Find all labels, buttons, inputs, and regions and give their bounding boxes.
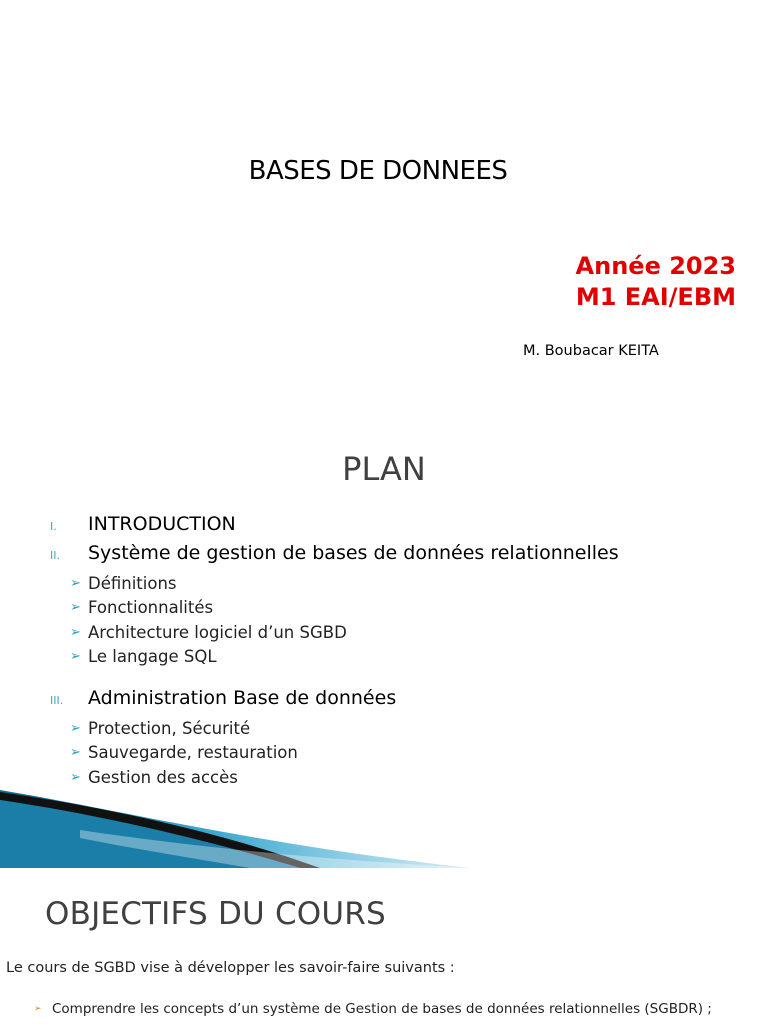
objectives-slide <box>0 868 768 1024</box>
arrow-bullet-icon: ➢ <box>70 624 81 640</box>
arrow-bullet-icon: ➢ <box>70 575 81 591</box>
arrow-bullet-icon: ➢ <box>70 649 81 665</box>
plan-list <box>50 513 750 790</box>
plan-item-label: Le langage SQL <box>88 647 217 667</box>
arrow-bullet-icon: ➢ <box>34 1004 42 1014</box>
plan-item <box>70 741 750 766</box>
arrow-bullet-icon: ➢ <box>70 720 81 736</box>
year-label: Année 2023 <box>575 252 736 280</box>
objectives-intro: Le cours de SGBD vise à développer les savoir-faire suivants : <box>6 960 455 976</box>
plan-item-label: Définitions <box>88 573 177 593</box>
section-number: III. <box>50 694 64 707</box>
plan-item <box>70 571 750 596</box>
plan-item-label: Gestion des accès <box>88 767 238 787</box>
plan-item-label: Architecture logiciel d’un SGBD <box>88 622 347 642</box>
class-label: M1 EAI/EBM <box>575 283 736 311</box>
course-title: BASES DE DONNEES <box>248 156 508 186</box>
title-slide <box>0 0 768 420</box>
plan-section-introduction <box>50 513 750 542</box>
arrow-bullet-icon: ➢ <box>70 745 81 761</box>
plan-item-label: Sauvegarde, restauration <box>88 743 298 763</box>
author-name: M. Boubacar KEITA <box>523 343 659 359</box>
plan-title: PLAN <box>342 450 426 488</box>
section-label: INTRODUCTION <box>88 513 236 535</box>
section-number: I. <box>50 520 57 533</box>
year-block <box>576 251 736 313</box>
plan-item <box>70 716 750 741</box>
plan-item-label: Fonctionnalités <box>88 598 214 618</box>
plan-section-administration <box>50 687 750 716</box>
arrow-bullet-icon: ➢ <box>70 769 81 785</box>
plan-item <box>70 645 750 670</box>
objectives-title: OBJECTIFS DU COURS <box>45 896 386 932</box>
objective-item-label: Comprendre les concepts d’un système de Gestion de bases de données relationnelles (SGBDR) ; <box>52 1001 712 1017</box>
decorative-swoosh <box>0 790 470 868</box>
plan-item <box>70 620 750 645</box>
plan-item-label: Protection, Sécurité <box>88 718 251 738</box>
plan-item <box>70 596 750 621</box>
section-number: II. <box>50 549 60 562</box>
plan-item <box>70 765 750 790</box>
section-label: Système de gestion de bases de données relationnelles <box>88 542 619 564</box>
objective-item <box>34 1001 712 1017</box>
section-label: Administration Base de données <box>88 687 397 709</box>
arrow-bullet-icon: ➢ <box>70 600 81 616</box>
plan-slide <box>0 420 768 868</box>
plan-section-sgbdr <box>50 542 750 571</box>
